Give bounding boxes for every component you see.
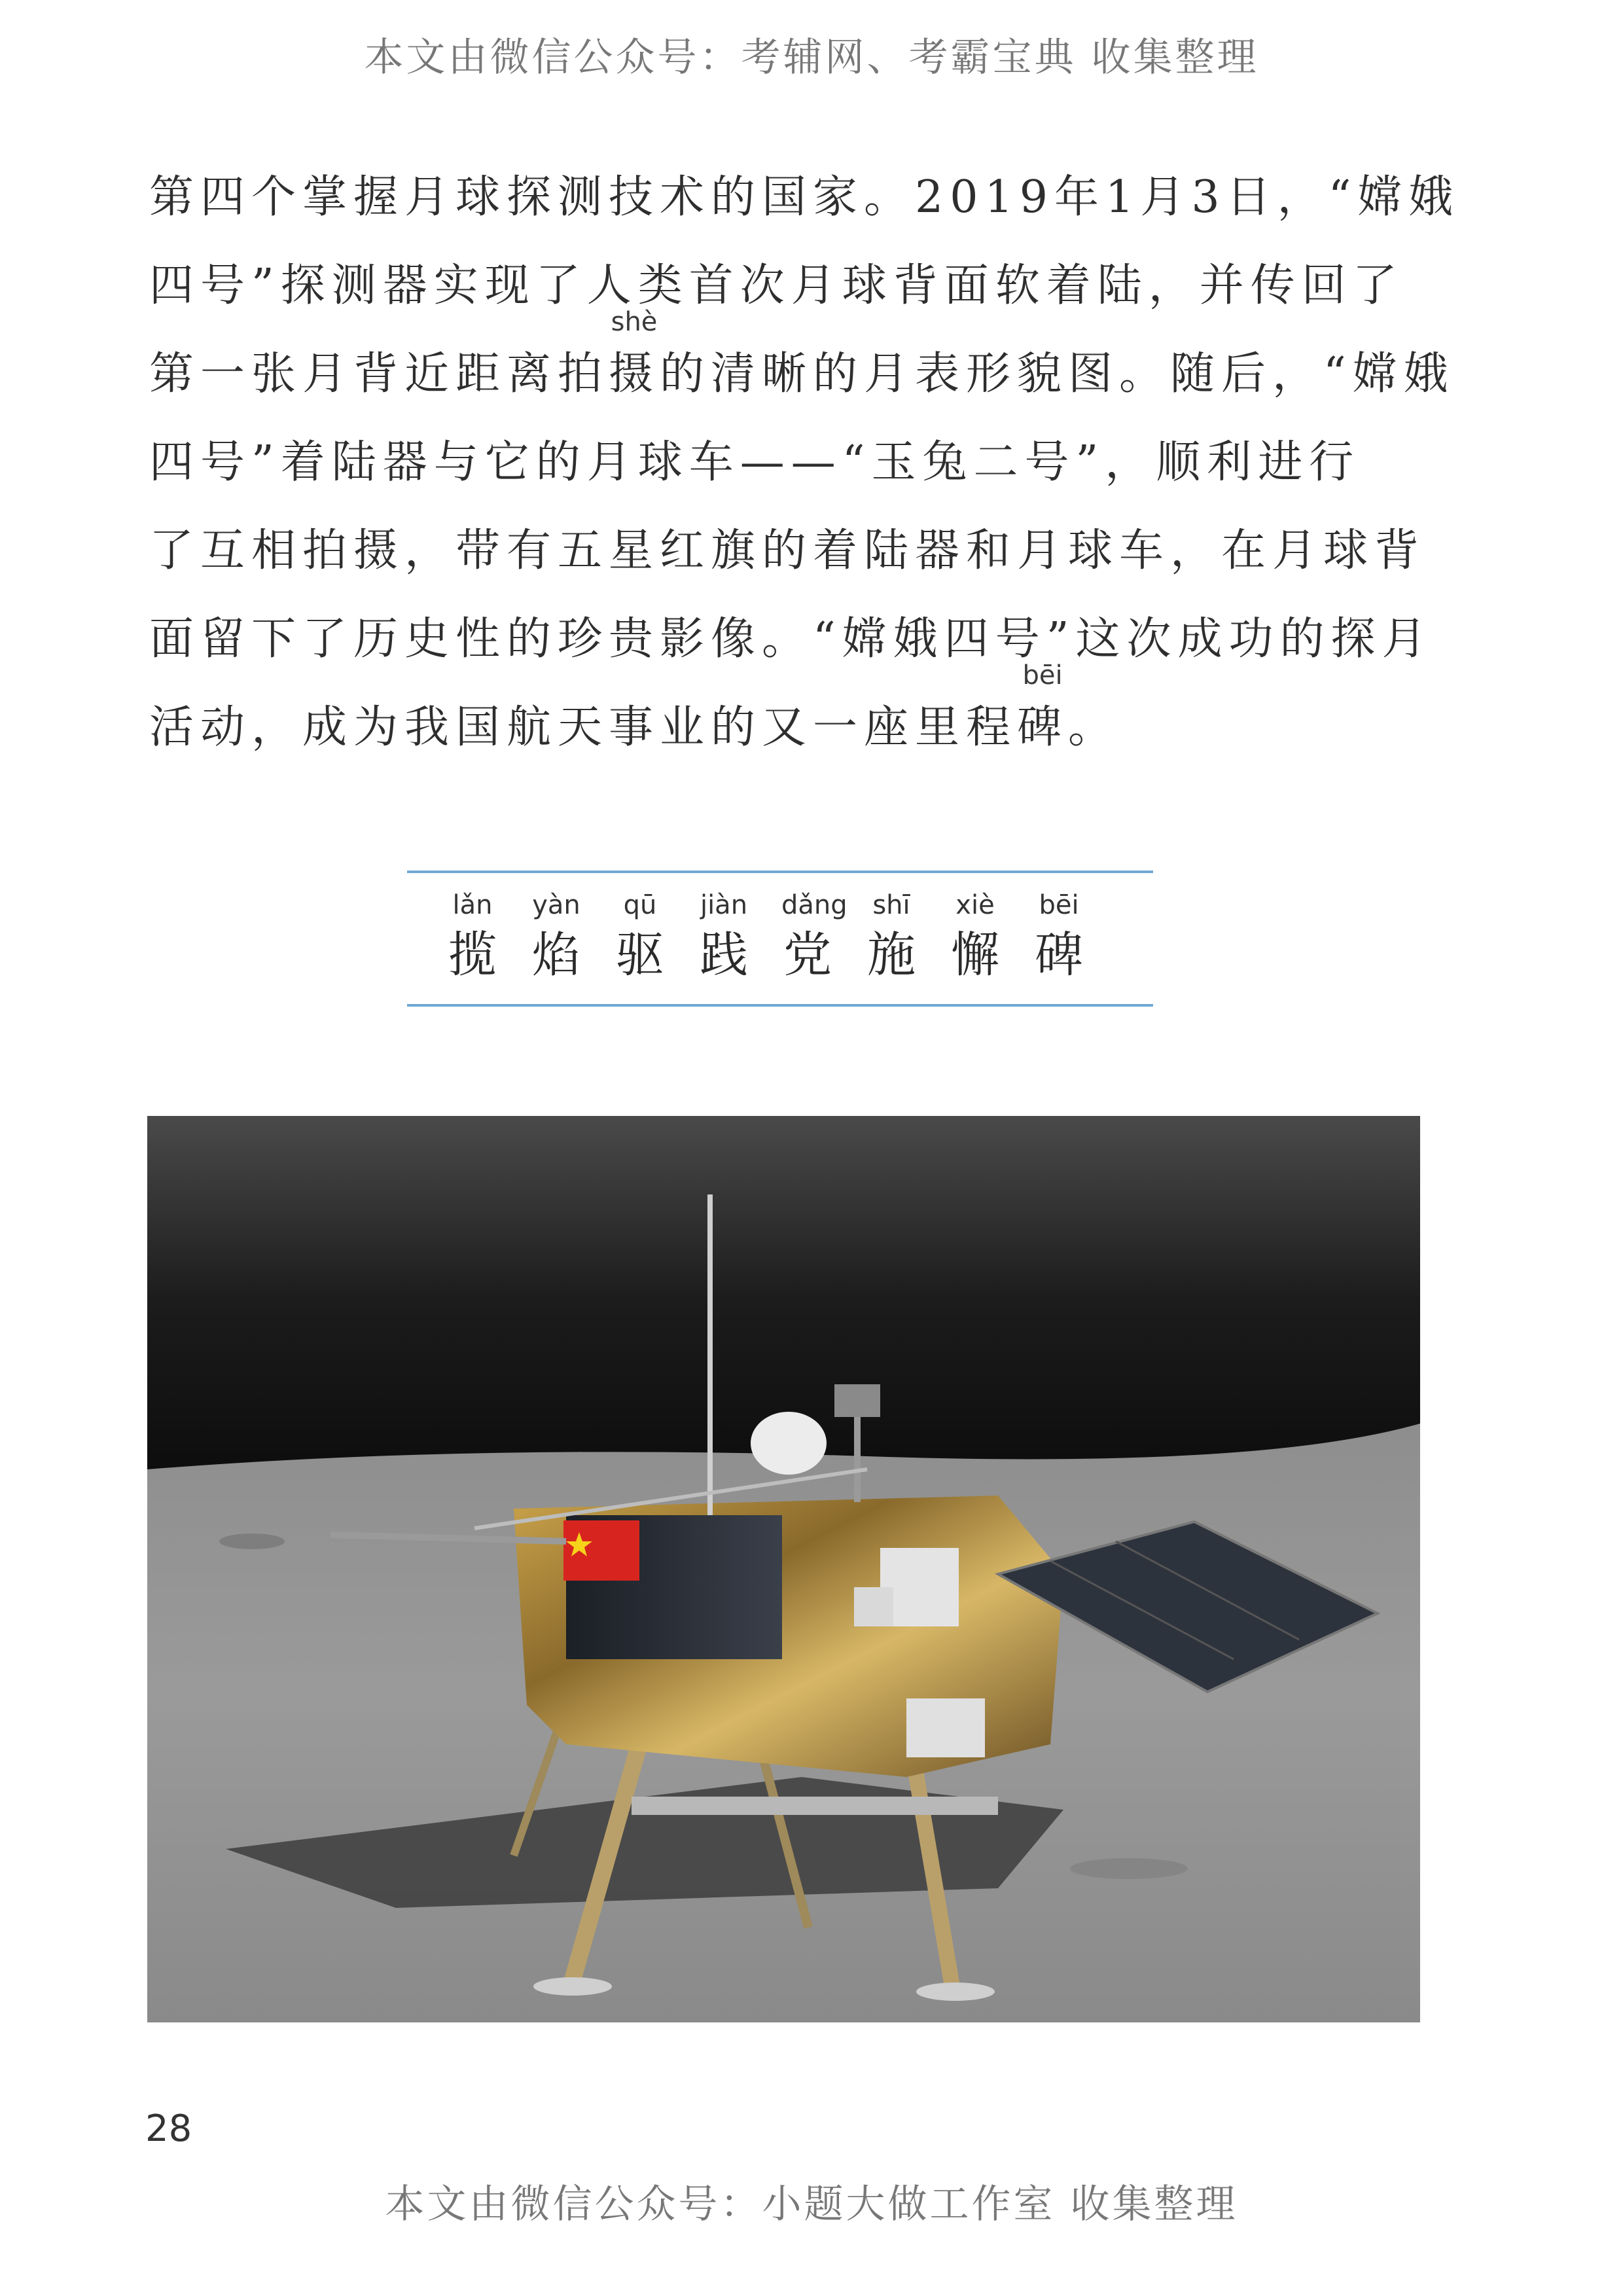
text-line-6: 面留下了历史性的珍贵影像。“嫦娥四号”这次成功的探月 (149, 613, 1433, 665)
text-segment: 。 (1068, 702, 1120, 753)
radiator-panel (854, 1587, 893, 1626)
vocab-top-rule (407, 870, 1153, 873)
vocab-char: 揽 (448, 927, 497, 983)
crater (219, 1534, 285, 1549)
vocab-word (614, 890, 666, 984)
text-segment: 的清晰的月表形貌图。随后，“嫦娥 (660, 348, 1455, 400)
vocab-pinyin: yàn (532, 890, 580, 920)
vocab-pinyin: jiàn (700, 890, 748, 920)
pinyin-annotation: bēi (1022, 660, 1063, 691)
vocab-char: 践 (700, 927, 748, 983)
text-segment: 第一张月背近距离拍 (149, 348, 609, 400)
text-segment: 活动，成为我国航天事业的又一座里程 (149, 702, 1018, 753)
text-line-5: 了互相拍摄，带有五星红旗的着陆器和月球车，在月球背 (149, 525, 1426, 577)
radiator-panel (906, 1698, 985, 1757)
annotated-char: 摄 (609, 348, 660, 400)
vocab-pinyin: lǎn (452, 890, 493, 920)
footpad (533, 1977, 612, 1996)
vocab-pinyin: bēi (1039, 890, 1079, 920)
bottom-watermark: 本文由微信公众号：小题大做工作室 收集整理 (385, 2181, 1238, 2227)
text-line-3 (149, 307, 1484, 437)
vocab-word (698, 890, 750, 984)
vocab-pinyin: shī (872, 890, 910, 920)
paragraph (149, 171, 1484, 790)
text-line-1: 第四个掌握月球探测技术的国家。2019年1月3日，“嫦娥 (149, 171, 1460, 223)
text-line-4: 四号”着陆器与它的月球车——“玉兔二号”，顺利进行 (149, 437, 1361, 488)
page-number: 28 (145, 2108, 192, 2150)
lunar-lander-photo (147, 1116, 1420, 2022)
vocab-bottom-rule (407, 1004, 1153, 1007)
vocab-char: 懈 (951, 927, 999, 983)
vocab-char: 施 (867, 927, 916, 983)
vocab-char: 党 (783, 927, 832, 983)
annotated-char-bei (1017, 660, 1069, 754)
vocab-char: 焰 (532, 927, 580, 983)
vocabulary-box (407, 870, 1153, 1009)
lander-strut (632, 1797, 998, 1815)
vocab-word (949, 890, 1001, 984)
vocab-pinyin: xiè (955, 890, 995, 920)
annotated-char: 碑 (1017, 702, 1069, 753)
crater (1070, 1858, 1188, 1879)
vocab-char: 驱 (616, 927, 664, 983)
vocab-word (530, 890, 582, 984)
camera-mast (834, 1384, 880, 1417)
text-line-2: 四号”探测器实现了人类首次月球背面软着陆，并传回了 (149, 260, 1404, 312)
pinyin-annotation: shè (611, 307, 658, 337)
lunar-lander-illustration (147, 1116, 1420, 2022)
vocab-word (446, 890, 499, 984)
vocab-pinyin: qū (623, 890, 657, 920)
vocab-word (865, 890, 918, 984)
top-watermark: 本文由微信公众号：考辅网、考霸宝典 收集整理 (364, 35, 1259, 81)
vocab-pinyin: dǎng (781, 890, 847, 920)
vocab-char: 碑 (1035, 927, 1083, 983)
vocab-word (781, 890, 847, 984)
dish-antenna (751, 1412, 827, 1475)
annotated-char-she (609, 307, 660, 401)
text-line-7 (149, 660, 1484, 790)
vocab-words (446, 890, 1085, 984)
vocab-word (1033, 890, 1085, 984)
footpad (916, 1982, 995, 2001)
